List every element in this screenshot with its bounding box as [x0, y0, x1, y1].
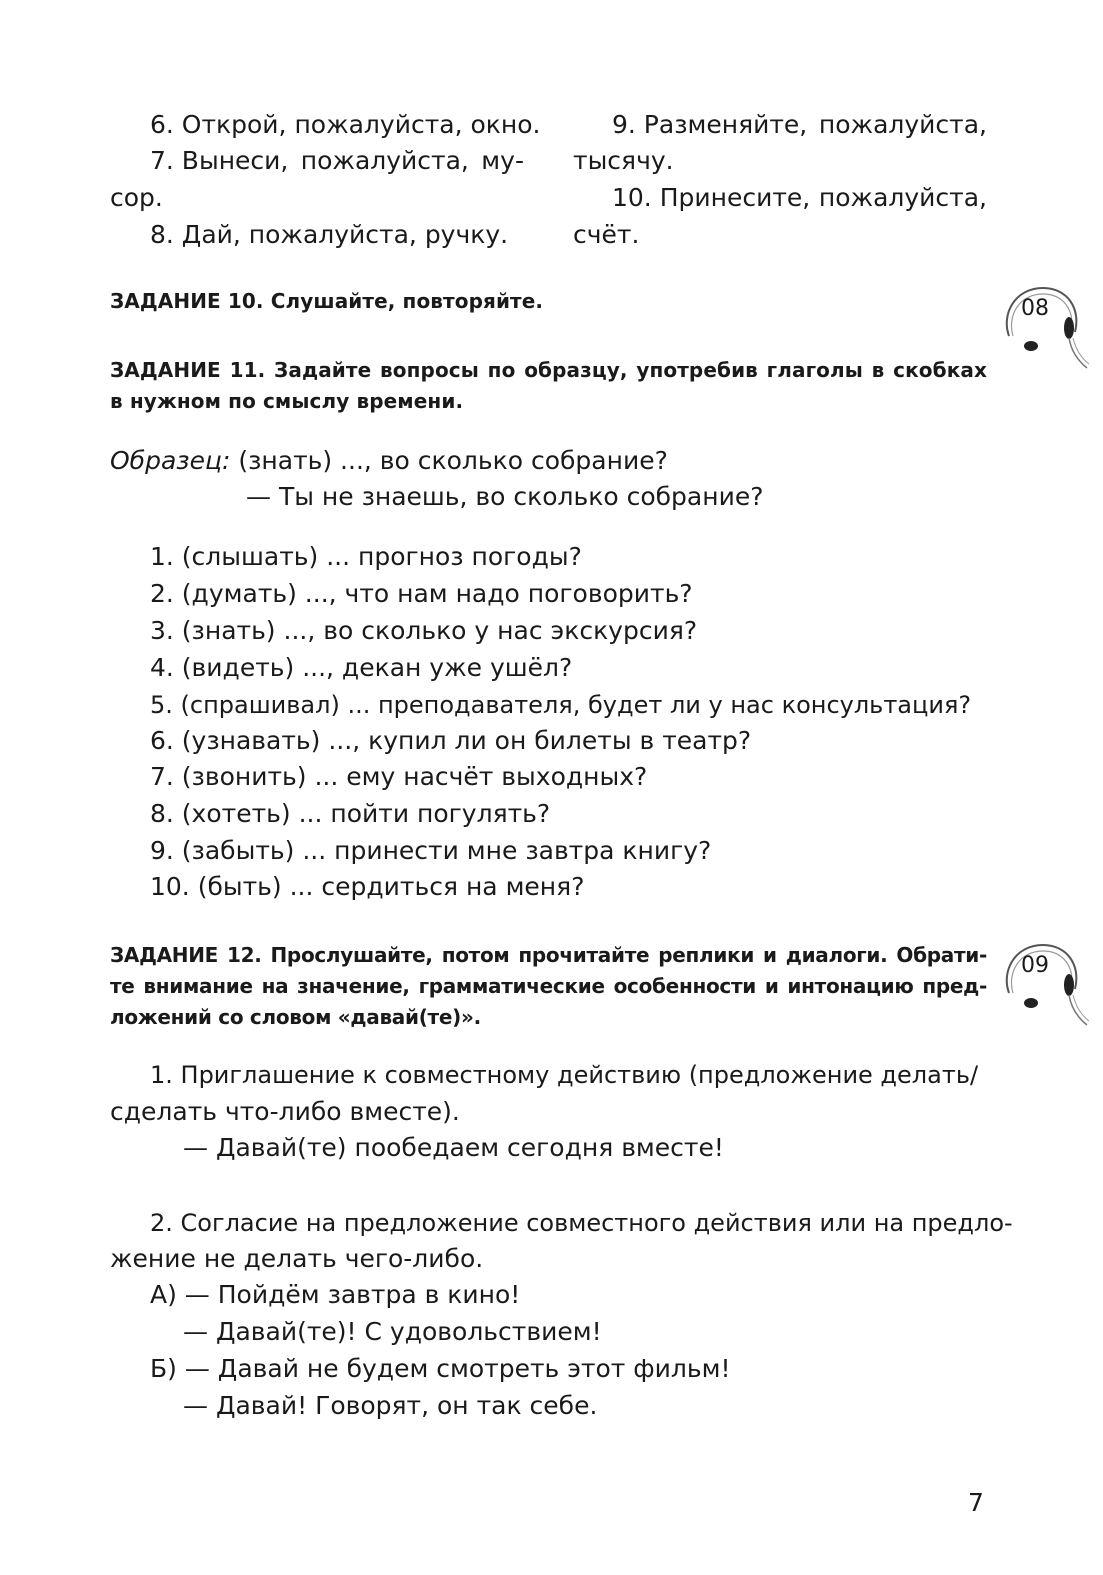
- task-11-item-5: 5. (спрашивал) ... преподавателя, будет ли у нас консультация?: [150, 691, 972, 719]
- list-item-10-continuation: счёт.: [573, 220, 640, 249]
- sample-question-text: (знать) ..., во сколько собрание?: [230, 446, 668, 475]
- task-10-text: Слушайте, повторяйте.: [270, 289, 544, 313]
- task-12-number: ЗАДАНИЕ 12.: [110, 943, 262, 967]
- audio-track-09-label: 09: [1021, 953, 1049, 978]
- task-11-item-3: 3. (знать) ..., во сколько у нас экскурсия?: [150, 616, 698, 645]
- list-item-9-continuation: тысячу.: [573, 146, 674, 175]
- task-10-heading: [110, 286, 987, 317]
- headphones-icon: [997, 280, 1091, 374]
- list-item-7-word3: му-: [481, 146, 524, 175]
- task-11-item-6: 6. (узнавать) ..., купил ли он билеты в театр?: [150, 726, 752, 755]
- task-11-item-4: 4. (видеть) ..., декан уже ушёл?: [150, 653, 573, 682]
- task-11-text-line2: в нужном по смыслу времени.: [110, 389, 464, 413]
- task-11-line1: [110, 355, 987, 386]
- list-item-7: [150, 143, 524, 179]
- task-12-line1: [110, 940, 987, 971]
- point-2-line-2: жение не делать чего-либо.: [110, 1244, 484, 1273]
- task-11-item-10: 10. (быть) ... сердиться на меня?: [150, 872, 585, 901]
- page-number: 7: [968, 1488, 984, 1517]
- task-12-heading: [110, 940, 987, 1033]
- list-item-10-word2: пожалуйста,: [818, 183, 987, 212]
- list-item-10: [612, 180, 987, 216]
- dialog-b-line-2: — Давай! Говорят, он так себе.: [183, 1391, 598, 1420]
- dialog-a-line-1: А) — Пойдём завтра в кино!: [150, 1280, 521, 1309]
- task-12-text-line1: Прослушайте, потом прочитайте реплики и диалоги. Обрати-: [270, 943, 987, 967]
- point-1-example: — Давай(те) пообедаем сегодня вместе!: [183, 1133, 724, 1162]
- task-11-item-2: 2. (думать) ..., что нам надо поговорить?: [150, 579, 693, 608]
- list-item-9-word1: 9. Разменяйте,: [612, 110, 808, 139]
- list-item-8: 8. Дай, пожалуйста, ручку.: [150, 220, 509, 249]
- list-item-10-word1: 10. Принесите,: [612, 183, 811, 212]
- dialog-b-line-1: Б) — Давай не будем смотреть этот фильм!: [150, 1354, 731, 1383]
- audio-track-08-label: 08: [1021, 296, 1049, 321]
- list-item-9: [612, 107, 987, 143]
- task-11-item-7: 7. (звонить) ... ему насчёт выходных?: [150, 762, 648, 791]
- list-item-7-word1: 7. Вынеси,: [150, 146, 289, 175]
- point-2-line-1: 2. Согласие на предложение совместного действия или на предло-: [150, 1209, 1013, 1237]
- list-item-6: 6. Открой, пожалуйста, окно.: [150, 110, 541, 139]
- task-11-heading: [110, 355, 987, 417]
- task-12-text-line3: ложений со словом «давай(те)».: [110, 1005, 481, 1029]
- task-10-number: ЗАДАНИЕ 10.: [110, 289, 264, 313]
- point-1-line-2: сделать что-либо вместе).: [110, 1097, 460, 1126]
- sample-question: [110, 443, 668, 479]
- task-11-text-line1: Задайте вопросы по образцу, употребив глаголы в скобках: [274, 358, 987, 382]
- task-11-item-8: 8. (хотеть) ... пойти погулять?: [150, 799, 551, 828]
- audio-track-08[interactable]: [997, 280, 1091, 374]
- dialog-a-line-2: — Давай(те)! С удовольствием!: [183, 1317, 602, 1346]
- task-11-item-1: 1. (слышать) ... прогноз погоды?: [150, 542, 582, 571]
- headphones-icon: [997, 937, 1091, 1031]
- sample-answer: — Ты не знаешь, во сколько собрание?: [246, 482, 764, 511]
- task-12-text-line2: те внимание на значение, грамматические особенности и интонацию пред-: [110, 974, 987, 998]
- sample-label: Образец:: [110, 446, 231, 475]
- audio-track-09[interactable]: [997, 937, 1091, 1031]
- task-11-number: ЗАДАНИЕ 11.: [110, 358, 266, 382]
- list-item-7-word2: пожалуйста,: [300, 146, 469, 175]
- point-1-line-1: 1. Приглашение к совместному действию (предложение делать/: [150, 1061, 979, 1089]
- task-11-item-9: 9. (забыть) ... принести мне завтра книгу?: [150, 836, 712, 865]
- list-item-7-continuation: сор.: [110, 183, 163, 212]
- list-item-9-word2: пожалуйста,: [818, 110, 987, 139]
